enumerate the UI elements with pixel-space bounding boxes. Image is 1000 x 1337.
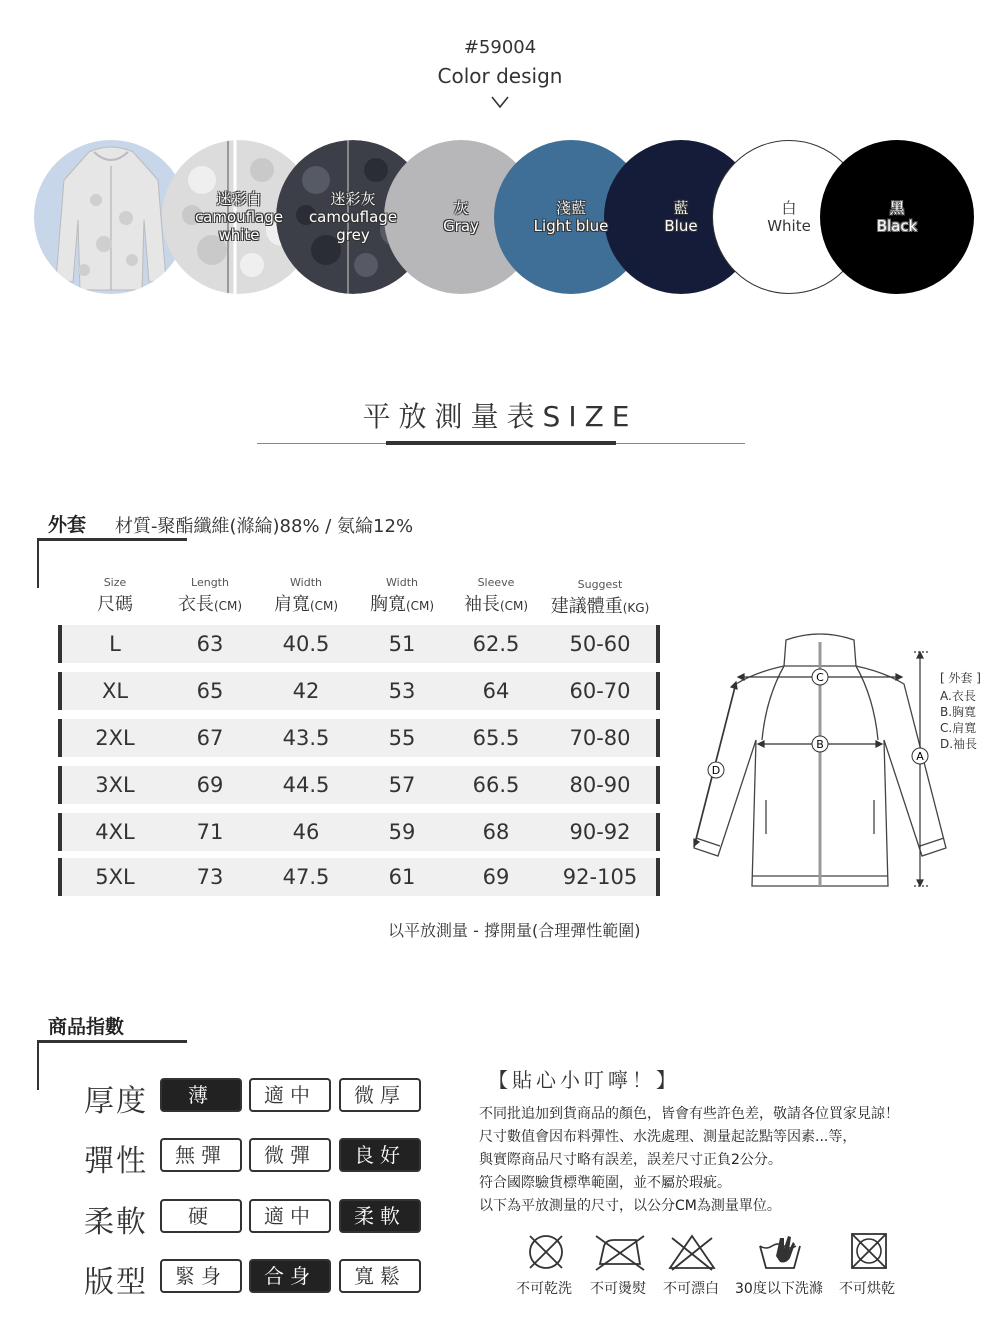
index-label-thickness: 厚度	[84, 1084, 148, 1119]
table-row: 2XL 67 43.5 55 65.5 70-80	[58, 719, 660, 757]
col-header-size: Size 尺碼	[97, 576, 133, 615]
option-thin: 薄	[160, 1078, 242, 1112]
swatch-label-2: White	[767, 217, 811, 235]
no-tumble-dry-icon	[850, 1232, 888, 1272]
diagram-legend-c: C.肩寬	[940, 721, 977, 735]
section-corner-top	[37, 1040, 187, 1043]
option-tight: 緊身	[160, 1259, 242, 1293]
swatch-label-2: camouflage	[194, 208, 284, 226]
option-good-stretch: 良好	[339, 1138, 421, 1172]
table-row: L 63 40.5 51 62.5 50-60	[58, 625, 660, 663]
tip-line: 尺寸數值會因布料彈性、水洗處理、測量起訖點等因素...等，	[479, 1129, 857, 1145]
measure-note: 以平放測量 - 撐開量(合理彈性範圍)	[388, 921, 641, 940]
swatch-label-2: Blue	[664, 217, 698, 235]
swatch-label-3: white	[218, 226, 260, 244]
col-header-sleeve: Sleeve 袖長(CM)	[463, 576, 529, 615]
marker-a: A	[916, 750, 924, 763]
marker-b: B	[816, 738, 824, 751]
size-table-title: 平放測量表SIZE	[362, 400, 638, 433]
tip-line: 與實際商品尺寸略有誤差，誤差尺寸正負2公分。	[479, 1152, 782, 1168]
jacket-heading: 外套	[48, 514, 87, 536]
col-header-chest: Width 胸寬(CM)	[369, 576, 435, 615]
swatch-label-2: camouflage	[308, 208, 398, 226]
swatch-label-1: 迷彩白	[216, 190, 262, 208]
jacket-outline-icon	[686, 628, 986, 893]
care-label: 30度以下洗滌	[735, 1281, 823, 1297]
product-index-heading: 商品指數	[48, 1016, 125, 1038]
col-header-weight: Suggest 建議體重(KG)	[550, 578, 650, 617]
section-corner-left	[37, 538, 39, 588]
option-slight-stretch: 微彈	[249, 1138, 331, 1172]
table-row: 4XL 71 46 59 68 90-92	[58, 813, 660, 851]
care-label: 不可烘乾	[839, 1281, 895, 1297]
swatch-label-2: Gray	[443, 217, 479, 235]
section-corner-left	[37, 1040, 39, 1090]
care-label: 不可乾洗	[516, 1281, 572, 1297]
title-divider-accent	[386, 441, 616, 445]
diagram-legend-a: A.衣長	[940, 689, 976, 703]
swatch-label-2: Light blue	[533, 217, 609, 235]
option-no-stretch: 無彈	[160, 1138, 242, 1172]
marker-c: C	[816, 671, 824, 684]
option-moderate: 適中	[249, 1199, 331, 1233]
product-sku: #59004	[463, 37, 537, 58]
swatch-label-1: 白	[781, 199, 797, 217]
index-label-fit: 版型	[84, 1265, 148, 1300]
jacket-measure-diagram	[686, 628, 986, 893]
tip-line: 不同批追加到貨商品的顏色，皆會有些許色差，敬請各位買家見諒！	[479, 1106, 899, 1122]
swatch-label-1: 藍	[673, 199, 689, 217]
diagram-legend-title: [ 外套 ]	[940, 671, 981, 685]
index-label-elasticity: 彈性	[84, 1144, 148, 1179]
option-regular: 合身	[249, 1259, 331, 1293]
tip-line: 符合國際驗貨標準範圍，並不屬於瑕疵。	[479, 1175, 731, 1191]
no-bleach-icon	[666, 1232, 718, 1272]
option-slightly-thick: 微厚	[339, 1078, 421, 1112]
diagram-legend-d: D.袖長	[940, 737, 978, 751]
option-loose: 寬鬆	[339, 1259, 421, 1293]
care-label: 不可燙熨	[590, 1281, 646, 1297]
material-info: 材質-聚酯纖維(滌綸)88% / 氨綸12%	[115, 516, 414, 537]
care-label: 不可漂白	[663, 1281, 719, 1297]
tips-title: 【貼心小叮嚀！】	[488, 1068, 680, 1092]
swatch-label-1: 淺藍	[555, 199, 586, 217]
swatch-label-3: grey	[336, 226, 370, 244]
diagram-legend-b: B.胸寬	[940, 705, 977, 719]
swatch-label-2: Black	[876, 217, 918, 235]
section-corner-top	[37, 538, 187, 541]
swatch-label-1: 黑	[889, 199, 905, 217]
index-label-softness: 柔軟	[84, 1205, 148, 1240]
no-iron-icon	[592, 1232, 648, 1272]
col-header-length: Length 衣長(CM)	[177, 576, 243, 615]
hand-wash-icon	[756, 1232, 804, 1272]
table-row: 3XL 69 44.5 57 66.5 80-90	[58, 766, 660, 804]
option-medium: 適中	[249, 1078, 331, 1112]
swatch-black[interactable]	[820, 140, 974, 294]
table-row: 5XL 73 47.5 61 69 92-105	[58, 858, 660, 896]
marker-d: D	[711, 764, 721, 777]
option-hard: 硬	[160, 1199, 242, 1233]
color-design-title: Color design	[437, 64, 563, 88]
col-header-shoulder: Width 肩寬(CM)	[273, 576, 339, 615]
option-soft: 柔軟	[339, 1199, 421, 1233]
table-row: XL 65 42 53 64 60-70	[58, 672, 660, 710]
no-dry-clean-icon	[524, 1232, 568, 1272]
tip-line: 以下為平放測量的尺寸，以公分CM為測量單位。	[479, 1198, 781, 1214]
swatch-label-1: 迷彩灰	[330, 190, 376, 208]
chevron-down-icon	[490, 94, 510, 110]
swatch-label-1: 灰	[453, 199, 469, 217]
